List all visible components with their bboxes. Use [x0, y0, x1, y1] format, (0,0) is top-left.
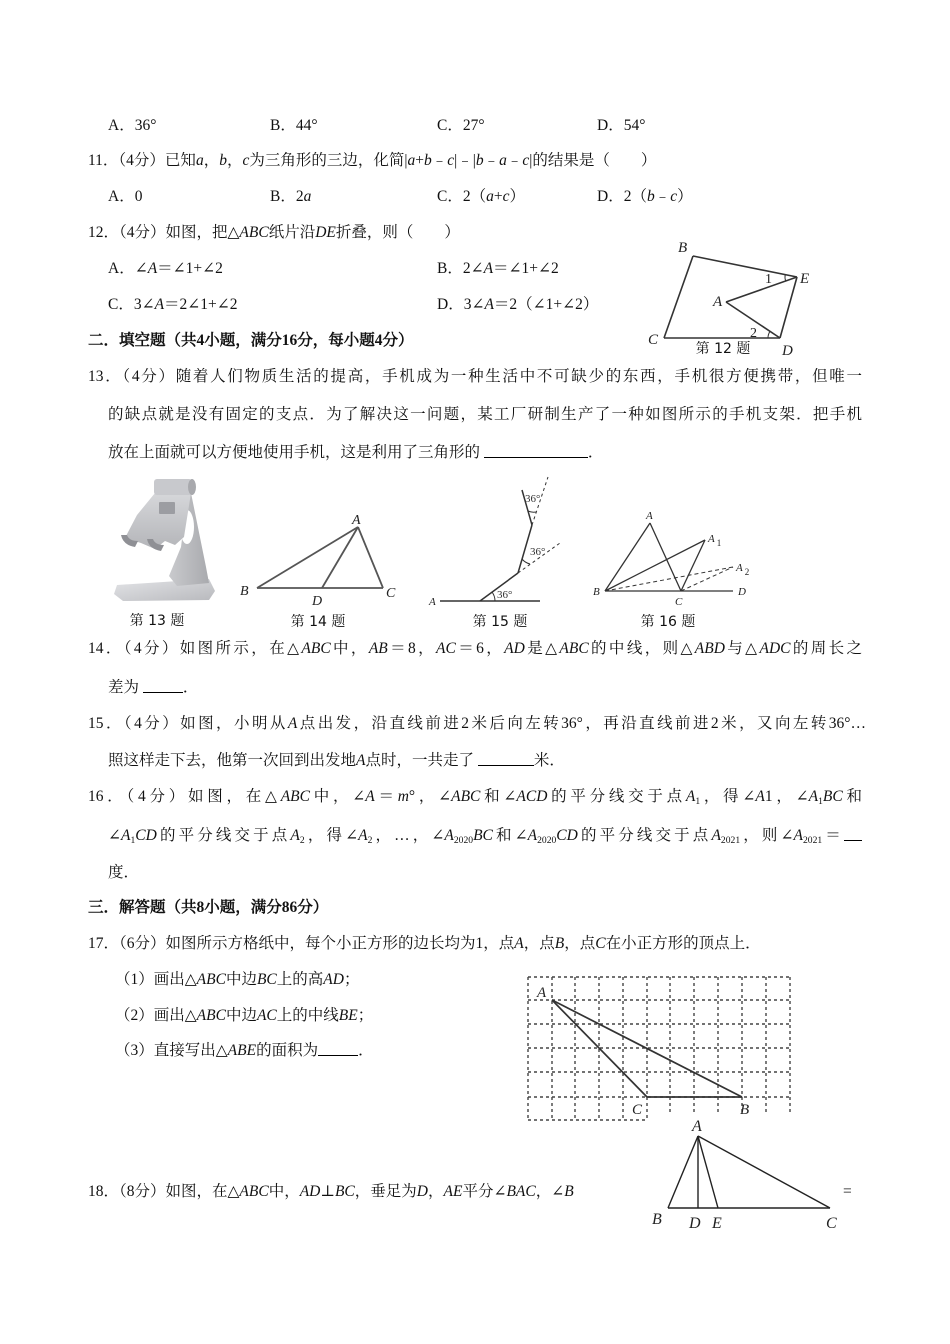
segment-ea — [726, 277, 797, 302]
math-variable: AE — [443, 1183, 463, 1200]
text-run: ，得∠ — [304, 827, 359, 844]
math-variable: ABE — [227, 1042, 257, 1059]
math-variable: ABC — [196, 971, 226, 988]
text-run: 上的中线 — [276, 1007, 339, 1024]
text-run: ＝2∠1+∠2 — [164, 296, 238, 313]
q12-option-c — [108, 295, 238, 315]
label-d: D — [689, 1215, 701, 1232]
text-run: ＝6， — [455, 640, 505, 657]
math-variable: c — [522, 152, 530, 169]
math-variable: A — [685, 788, 696, 805]
q17-stem — [88, 934, 761, 954]
text-run: 18．（8分）如图，在△ — [88, 1183, 240, 1200]
math-variable: b — [646, 188, 655, 205]
segment-ba — [257, 527, 358, 588]
label-d: D — [782, 343, 793, 359]
text-run: ﹣ — [483, 152, 500, 169]
text-run: ） — [677, 188, 693, 205]
math-variable: A — [527, 827, 538, 844]
math-variable: A — [514, 935, 524, 952]
math-variable: ABC — [301, 640, 331, 657]
q12-stem — [88, 223, 460, 243]
subscript: 2020 — [453, 834, 474, 846]
math-variable: A — [808, 788, 819, 805]
text-run: 中， — [268, 1183, 300, 1200]
text-run: ＝8， — [387, 640, 437, 657]
math-variable: A — [290, 827, 300, 844]
text-run: 14．（4分）如图所示，在△ — [88, 640, 302, 657]
q12-option-d — [437, 295, 598, 315]
segment-be — [693, 256, 797, 277]
text-run: ，点 — [564, 935, 596, 952]
math-variable: BC — [822, 788, 843, 805]
math-variable: a — [499, 152, 507, 169]
text-run: 上的高 — [276, 971, 324, 988]
q17-part-3 — [115, 1041, 374, 1061]
label-b: B — [678, 240, 688, 256]
label-a2 — [735, 562, 749, 577]
text-run: ＝∠1+∠2 — [493, 260, 559, 277]
option-label: D． — [597, 117, 624, 134]
answer-blank — [484, 443, 588, 458]
answer-blank — [143, 678, 183, 693]
text-run: 中边 — [225, 971, 257, 988]
label-e: E — [712, 1215, 722, 1232]
text-run: C．2（ — [437, 188, 487, 205]
text-run: ﹣ — [654, 188, 671, 205]
label-c: C — [632, 1102, 643, 1118]
math-variable: m — [397, 788, 409, 805]
text-run: （1）画出△ — [115, 971, 197, 988]
option-label: B． — [270, 117, 296, 134]
angle-arc-3 — [528, 511, 536, 512]
segment-cb — [664, 256, 693, 338]
label-d: D — [312, 594, 323, 609]
text-run: 的平分线交于点 — [577, 827, 712, 844]
math-variable: A — [755, 788, 765, 805]
text-run: 的周长之 — [790, 640, 863, 657]
text-run: ． — [358, 1042, 374, 1059]
math-variable: a — [407, 152, 416, 169]
phone-stand-image — [105, 475, 225, 605]
q12-options-row2 — [0, 295, 640, 315]
text-run: ，垂足为 — [354, 1183, 417, 1200]
segment-ab — [668, 1136, 698, 1208]
text-run: + — [415, 152, 424, 169]
label-a: A — [692, 1118, 702, 1135]
text-run: 的缺点就是没有固定的支点．为了解决这一问题，某工厂研制生产了一种如图所示的手机支架．把手机 — [108, 406, 862, 423]
stand-front-plate — [125, 493, 191, 549]
text-run: 和∠ — [492, 827, 528, 844]
math-variable: B — [554, 935, 565, 952]
text-run: ． — [587, 444, 604, 461]
q18-figure-triangle — [640, 1120, 850, 1235]
subscript: 2 — [299, 834, 305, 846]
text-run: 中， — [330, 640, 369, 657]
text-run: 和∠ — [480, 788, 517, 805]
segment-ca2-dashed — [681, 567, 733, 591]
q13-figure-caption: 第 13 题 — [129, 613, 185, 629]
text-run: |﹣| — [454, 152, 476, 169]
math-variable: AD — [299, 1183, 321, 1200]
text-run: 和 — [842, 788, 862, 805]
angle-2-arc — [768, 331, 770, 338]
text-run: 与△ — [724, 640, 760, 657]
text-run: A．0 — [108, 188, 143, 205]
text-run: ） — [509, 188, 525, 205]
label-d: D — [738, 586, 746, 598]
text-run: ． — [182, 679, 199, 696]
q18-stem — [88, 1182, 574, 1202]
label-a: A — [646, 510, 653, 522]
text-run: 放在上面就可以方便地使用手机，这是利用了三角形的 — [108, 444, 484, 461]
math-variable: A — [365, 788, 375, 805]
text-run: 照这样走下去，他第一次回到出发地 — [108, 752, 357, 769]
math-variable: a — [486, 188, 494, 205]
label-e: E — [800, 271, 810, 287]
math-variable: ABC — [239, 224, 269, 241]
q14-figure-lines — [257, 527, 383, 588]
q16-figure-angle-bisectors — [590, 505, 755, 608]
subscript: 1 — [818, 795, 823, 807]
math-variable: AB — [368, 640, 388, 657]
q13-line-3 — [108, 443, 603, 463]
text-run: °，∠ — [408, 788, 452, 805]
q14-line-2 — [108, 678, 198, 698]
text-run: 度． — [108, 864, 140, 881]
text-run: ⊥ — [320, 1183, 335, 1200]
math-variable: A — [444, 827, 454, 844]
segment-ba1 — [605, 540, 705, 591]
q14-figure-triangle-median — [230, 505, 410, 610]
subscript: 1 — [695, 795, 701, 807]
math-variable: BE — [338, 1007, 358, 1024]
label-b: B — [652, 1211, 662, 1228]
text-run: 12．（4分）如图，把△ — [88, 224, 240, 241]
math-variable: CD — [556, 827, 578, 844]
label-c: C — [826, 1215, 837, 1232]
text-run: B．2∠ — [437, 260, 484, 277]
math-variable: ACD — [516, 788, 548, 805]
q10-option-b — [270, 116, 318, 136]
stand-hinge-end — [188, 479, 196, 495]
text-run: 点时，一共走了 — [365, 752, 478, 769]
segment-ae — [698, 1136, 718, 1208]
q10-option-a — [108, 116, 156, 136]
text-run: ∠ — [108, 827, 121, 844]
math-variable: a — [303, 188, 312, 205]
subscript: 2021 — [720, 834, 741, 846]
label-b: B — [740, 1102, 750, 1118]
text-run: A．∠ — [108, 260, 148, 277]
segment-ed — [780, 277, 797, 338]
segment-ba — [605, 523, 650, 591]
text-run: 平分∠ — [462, 1183, 507, 1200]
q11-option-c — [437, 187, 525, 207]
math-variable: A — [484, 296, 494, 313]
text-run: （3）直接写出△ — [115, 1042, 228, 1059]
label-a1 — [707, 533, 721, 548]
text-run: 差为 — [108, 679, 143, 696]
option-label: C． — [437, 117, 463, 134]
segment-ac — [650, 523, 681, 591]
text-run: ， — [428, 1183, 444, 1200]
math-variable: A — [121, 827, 131, 844]
q16-line-1 — [88, 787, 862, 807]
text-run: 点出发，沿直线前进2米后向左转36°，再沿直线前进2米，又向左转36°… — [297, 715, 866, 732]
q12-figure-caption: 第 12 题 — [695, 341, 751, 357]
angle-label-3: 36° — [525, 493, 541, 505]
math-variable: CD — [135, 827, 157, 844]
math-variable: A — [793, 827, 803, 844]
math-variable: A — [356, 752, 366, 769]
math-variable: ABC — [280, 788, 310, 805]
subscript: 1 — [130, 834, 136, 846]
label-c: C — [648, 332, 659, 348]
math-variable: AD — [323, 971, 344, 988]
text-run: ，得∠ — [700, 788, 756, 805]
math-variable: A — [287, 715, 298, 732]
segment-ba2-dashed — [605, 567, 733, 591]
q12-option-b — [437, 259, 559, 279]
q12-figure-lines — [664, 256, 797, 338]
text-run: ﹣ — [431, 152, 448, 169]
text-run: |的结果是（ ） — [529, 152, 657, 169]
text-run: ，∠ — [535, 1183, 565, 1200]
text-run: ＝ — [374, 788, 398, 805]
segment-ad — [322, 527, 358, 588]
text-run: D．2（ — [597, 188, 647, 205]
text-run: ； — [343, 971, 360, 988]
math-variable: B — [564, 1183, 574, 1200]
text-run: 纸片沿 — [268, 224, 316, 241]
label-angle-2: 2 — [750, 326, 757, 341]
text-run: 在小正方形的顶点上． — [605, 935, 761, 952]
math-variable: c — [502, 188, 510, 205]
text-run: ，点 — [523, 935, 555, 952]
answer-blank — [318, 1041, 358, 1056]
q14-line-1 — [88, 639, 862, 659]
text-run: 中边 — [225, 1007, 257, 1024]
angle-label-2: 36° — [530, 546, 546, 558]
text-run: 15．（4分）如图，小明从 — [88, 715, 288, 732]
q15-line-2 — [108, 751, 565, 771]
q10-options — [0, 116, 950, 136]
q10-option-c — [437, 116, 485, 136]
math-variable: A — [358, 827, 368, 844]
text-run: D．3∠ — [437, 296, 485, 313]
math-variable: ABC — [451, 788, 481, 805]
text-run: 米． — [533, 752, 565, 769]
label-a: A — [537, 985, 547, 1001]
text-run: ＝2（∠1+∠2） — [493, 296, 599, 313]
math-variable: DE — [315, 224, 336, 241]
text-run: 折叠，则（ ） — [335, 224, 460, 241]
q16-figure-caption: 第 16 题 — [640, 614, 696, 630]
q11-stem — [88, 151, 656, 171]
label-a: A — [352, 513, 361, 528]
q11-option-b — [270, 187, 311, 207]
segment-ac — [358, 527, 383, 588]
label-a: A — [713, 294, 723, 310]
q11-options — [0, 187, 950, 207]
text-run: 1，∠ — [764, 788, 809, 805]
math-variable: ADC — [759, 640, 791, 657]
label-a1-letter: A — [708, 533, 715, 545]
math-variable: AC — [436, 640, 456, 657]
q11-option-d — [597, 187, 693, 207]
math-variable: ABD — [694, 640, 725, 657]
q10-option-d — [597, 116, 645, 136]
text-run: （2）画出△ — [115, 1007, 197, 1024]
math-variable: BC — [473, 827, 493, 844]
subscript: 2021 — [802, 834, 823, 846]
math-variable: ABC — [196, 1007, 226, 1024]
angle-arc-1 — [492, 592, 495, 601]
text-run: + — [493, 188, 503, 205]
grid-lines — [528, 977, 790, 1120]
text-run: 的中线，则△ — [588, 640, 695, 657]
math-variable: b — [423, 152, 432, 169]
option-value: 44° — [295, 117, 318, 134]
math-variable: C — [595, 935, 606, 952]
angle-arc-2 — [522, 559, 530, 564]
label-a: A — [429, 596, 436, 608]
text-run: ； — [357, 1007, 374, 1024]
text-run: 的平分线交于点 — [156, 827, 291, 844]
text-run: 11．（4分）已知 — [88, 152, 196, 169]
text-run: ，…，∠ — [372, 827, 445, 844]
math-variable: b — [219, 152, 227, 169]
q16-line-2 — [108, 826, 862, 846]
text-run: ＝ — [822, 827, 844, 844]
math-variable: BAC — [506, 1183, 536, 1200]
text-run: 中，∠ — [309, 788, 366, 805]
text-run: ，则∠ — [740, 827, 794, 844]
q15-figure-walking-path — [425, 475, 575, 610]
angle-label-1: 36° — [497, 589, 513, 601]
math-variable: D — [416, 1183, 428, 1200]
label-b: B — [240, 584, 249, 599]
q16-line-3 — [108, 863, 139, 883]
math-variable: A — [154, 296, 165, 313]
text-run: 的平分线交于点 — [547, 788, 686, 805]
math-variable: BC — [256, 971, 277, 988]
q11-option-a — [108, 187, 142, 207]
q12-option-a — [108, 259, 223, 279]
math-variable: A — [483, 260, 494, 277]
segment-ac — [698, 1136, 830, 1208]
q15-figure-lines — [440, 477, 560, 601]
math-variable: A — [711, 827, 721, 844]
label-c: C — [675, 596, 683, 608]
subscript: 2020 — [537, 834, 557, 846]
q13-line-1 — [88, 367, 862, 387]
label-a1-subscript: 1 — [716, 538, 722, 548]
q13-line-2 — [108, 405, 862, 425]
section-2-title: 二．填空题（共4小题，满分16分，每小题4分） — [88, 332, 414, 349]
text-run: 的面积为 — [256, 1042, 319, 1059]
q17-figure-grid — [520, 970, 800, 1125]
q14-figure-caption: 第 14 题 — [290, 614, 346, 630]
label-c: C — [386, 586, 396, 601]
math-variable: c — [447, 152, 455, 169]
math-variable: c — [242, 152, 250, 169]
q18-figure-lines — [668, 1136, 830, 1208]
label-a2-letter: A — [736, 562, 743, 574]
math-variable: BC — [334, 1183, 355, 1200]
q12-figure-folded-triangle — [640, 225, 820, 360]
math-variable: b — [475, 152, 484, 169]
math-variable: ABC — [559, 640, 589, 657]
text-run: ， — [203, 152, 220, 169]
segment-a1c — [681, 540, 705, 591]
text-run: ， — [226, 152, 243, 169]
q17-part-2 — [115, 1006, 373, 1026]
answer-blank — [844, 826, 862, 841]
label-a2-subscript: 2 — [744, 567, 750, 577]
option-value: 54° — [623, 117, 646, 134]
q18-trailing-equals: = — [843, 1183, 852, 1200]
text-run: 为三角形的三边，化简| — [249, 152, 408, 169]
option-value: 36° — [134, 117, 157, 134]
option-value: 27° — [462, 117, 485, 134]
label-angle-1: 1 — [765, 272, 772, 287]
label-b: B — [593, 586, 600, 598]
text-run: 16．（4分）如图，在△ — [88, 788, 281, 805]
option-label: A． — [108, 117, 135, 134]
subscript: 2 — [367, 834, 373, 846]
angle-1-arc — [785, 275, 786, 281]
text-run: C．3∠ — [108, 296, 155, 313]
math-variable: c — [670, 188, 678, 205]
section-3-title: 三．解答题（共8小题，满分86分） — [88, 899, 329, 916]
text-run: B．2 — [270, 188, 304, 205]
text-run: 是△ — [524, 640, 560, 657]
math-variable: AC — [256, 1007, 277, 1024]
stand-slot — [159, 502, 175, 514]
q12-options-row1 — [0, 259, 640, 279]
q15-line-1 — [88, 714, 866, 734]
text-run: 13．（4分）随着人们物质生活的提高，手机成为一种生活中不可缺少的东西，手机很方便携带，但唯一 — [88, 368, 862, 385]
answer-blank — [478, 751, 534, 766]
q15-figure-caption: 第 15 题 — [472, 614, 528, 630]
q17-part-1 — [115, 970, 359, 990]
text-run: 17．（6分）如图所示方格纸中，每个小正方形的边长均为1，点 — [88, 935, 515, 952]
math-variable: ABC — [239, 1183, 269, 1200]
text-run: ＝∠1+∠2 — [157, 260, 223, 277]
math-variable: A — [147, 260, 158, 277]
math-variable: a — [195, 152, 204, 169]
stand-hinge — [154, 479, 192, 495]
math-variable: AD — [504, 640, 525, 657]
text-run: ﹣ — [506, 152, 523, 169]
